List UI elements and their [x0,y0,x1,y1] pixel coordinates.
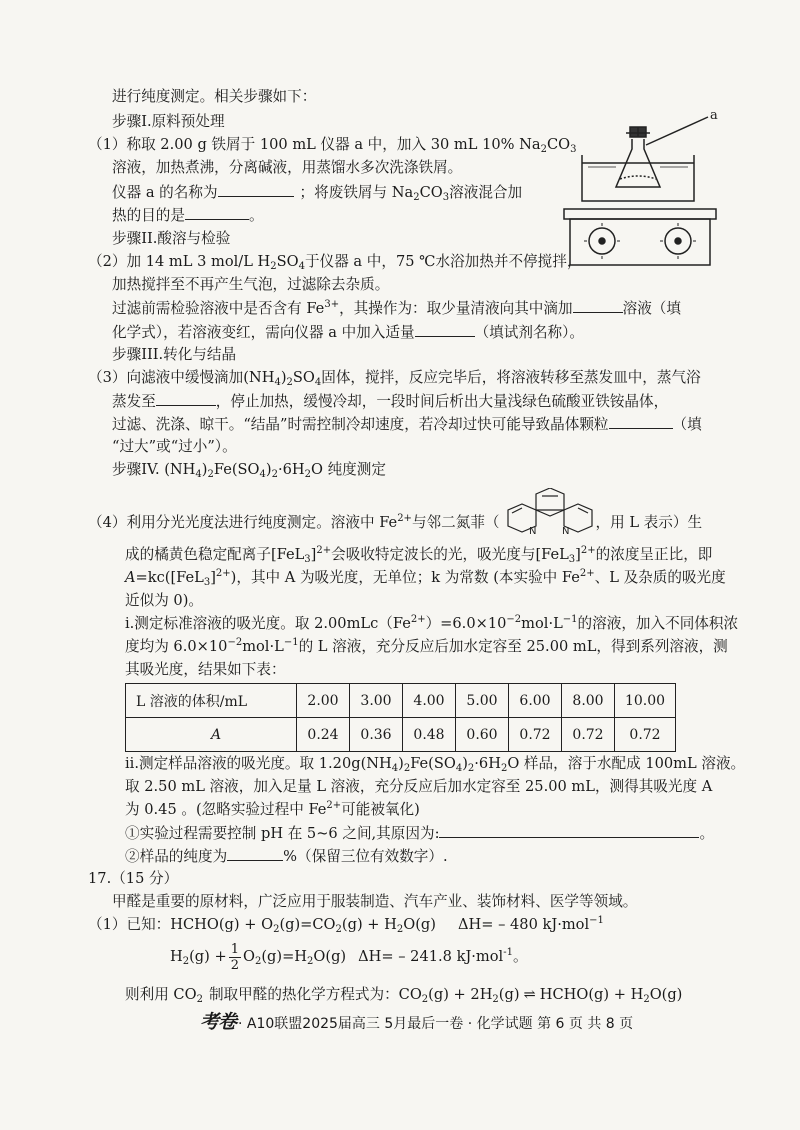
table-cell: 3.00 [350,684,403,718]
page-footer: 考卷 · A10联盟2025届高三 5月最后一卷 · 化学试题 第 6 页 共 8 页 [200,1011,634,1033]
q17-intro: 甲醛是重要的原材料，广泛应用于服装制造、汽车产业、装饰材料、医学等领域。 [112,893,638,910]
svg-text:N: N [529,526,537,537]
table-cell: 5.00 [456,684,509,718]
answer-blank-q2-name[interactable] [415,322,475,337]
q4-i-line3: 其吸光度，结果如下表： [125,661,286,678]
q4-c2: ②样品的纯度为 %（保留三位有效数字）. [125,848,448,865]
q3-line3: 过滤、洗涤、晾干。“结晶”时需控制冷却速度，若冷却过快可能导致晶体颗粒 （填 [112,416,702,433]
answer-blank-q4-ph-reason[interactable] [439,823,699,838]
q4-i-line1: i.测定标准溶液的吸光度。取 $2.00mLc(Fe^{2+})=6.0\times 10^{-2}mol\cdot L^{-1}$的溶液，加入不同体积浓 [125,614,739,632]
q17-p1-line2: $H_2(g)$ + $\frac{1}{2}$ $O_2(g)=H_2O(g)$ ΔH= – 241.8 kJ·mol$^{-1}$。 [170,941,528,973]
q4-line2: 成的橘黄色稳定配离子$[FeL_3]^{2+}$会吸收特定波长的光，吸光度与$[FeL_3]^{2+}$的浓度呈正比，即 [125,545,713,565]
q1-line1: （1）称取 2.00 g 铁屑于 100 mL 仪器 a 中，加入 30 mL 10% $Na_2CO_3$ [88,136,577,155]
equilibrium-arrow-icon: ⇌ [523,986,536,1003]
q2-line1: （2）加 14 mL 3 mol/L $H_2SO_4$于仪器 a 中，75 ℃水浴加热并不停搅拌， [88,253,582,272]
table-cell: 0.72 [509,718,562,752]
answer-blank-q1-purpose[interactable] [185,205,249,220]
q4-ii-line2: 取 2.50 mL 溶液，加入足量 L 溶液，充分反应后加水定容至 25.00 mL，测得其吸光度 A [125,778,713,795]
intro-text: 进行纯度测定。相关步骤如下： [112,88,317,105]
q1-line4: 热的目的是 。 [112,207,264,224]
q4-i-line2: 度均为 $6.0\times 10^{-2}mol\cdot L^{-1}$的 L 溶液，充分反应后加水定容至 25.00 mL，得到系列溶液，测 [125,637,728,655]
q4-ii-line3: 为 0.45 。(忽略实验过程中 $Fe^{2+}$可能被氧化) [125,800,420,818]
fraction-one-half: $\frac{1}{2}$ [230,941,239,973]
q2-line4: 化学式），若溶液变红，需向仪器 a 中加入适量 （填试剂名称）。 [112,324,585,341]
step1-title: 步骤I.原料预处理 [112,113,225,130]
q4-ii-line1: ii.测定样品溶液的吸光度。取 $1.20g(NH_4)_2Fe(SO_4)_2\cdot 6H_2O$ 样品，溶于水配成 100mL 溶液。 [125,755,746,774]
q2-line2: 加热搅拌至不再产生气泡，过滤除去杂质。 [112,276,390,293]
table-row [126,718,676,752]
water-bath-apparatus-figure [560,105,730,275]
q17-p1-line1: （1）已知：HCHO(g) + $O_2(g)=CO_2(g) + H_2O(g)$ ΔH= – 480 kJ·mol$^{-1}$ [88,915,604,935]
step3-title: 步骤III.转化与结晶 [112,346,237,363]
q17-p1-line3: 则利用 $CO_2$ 制取甲醛的热化学方程式为：$CO_2(g) + 2H_2(g)$ ⇌ HCHO(g) + $H_2O(g)$ [125,986,683,1005]
answer-blank-q1-instrument[interactable] [218,182,294,197]
table-cell: 0.60 [456,718,509,752]
table-cell: 4.00 [403,684,456,718]
absorbance-table [125,683,676,752]
answer-blank-q3-crystal[interactable] [609,414,673,429]
q2-line3: 过滤前需检验溶液中是否含有 $Fe^{3+}$，其操作为：取少量清液向其中滴加 溶液（填 [112,299,681,317]
table-header-volume: L 溶液的体积/mL [126,684,297,718]
q3-line1: （3）向滤液中缓慢滴加$(NH_4)_2SO_4$固体，搅拌，反应完毕后，将溶液转移至蒸发皿中，蒸气浴 [88,369,701,388]
table-cell: 0.72 [615,718,676,752]
q1-line2: 溶液，加热煮沸，分离碱液，用蒸馏水多次洗涤铁屑。 [112,159,463,176]
table-cell: 0.36 [350,718,403,752]
q17-heading: 17.（15 分） [88,870,179,887]
q4-line4: 近似为 0)。 [125,592,203,609]
q1-line3: 仪器 a 的名称为 ；将废铁屑与 $Na_2CO_3$溶液混合加 [112,184,523,203]
apparatus-label-a: a [710,108,718,123]
table-cell: 2.00 [297,684,350,718]
table-header-absorbance: A [126,718,297,752]
exam-logo: 考卷 [200,1011,237,1033]
q3-line2: 蒸发至 ，停止加热，缓慢冷却，一段时间后析出大量浅绿色硫酸亚铁铵晶体， [112,393,669,410]
table-cell: 0.24 [297,718,350,752]
table-cell: 0.72 [562,718,615,752]
phenanthroline-structure-figure [498,488,602,546]
table-row [126,684,676,718]
answer-blank-q4-purity[interactable] [227,846,283,861]
table-cell: 0.48 [403,718,456,752]
q3-line4: “过大”或“过小”）。 [112,438,237,455]
svg-text:N: N [562,526,570,537]
step4-title: 步骤IV. $(NH_4)_2Fe(SO_4)_2\cdot 6H_2O$ 纯度测定 [112,461,386,480]
q4-c1: ①实验过程需要控制 pH 在 5~6 之间,其原因为: 。 [125,825,715,842]
answer-blank-q3-evaporate[interactable] [156,391,216,406]
step2-title: 步骤II.酸溶与检验 [112,230,231,247]
table-cell: 6.00 [509,684,562,718]
answer-blank-q2-reagent[interactable] [573,298,623,313]
table-cell: 8.00 [562,684,615,718]
q4-line1: （4）利用分光光度法进行纯度测定。溶液中 $Fe^{2+}$与邻二氮菲（ ，用 L 表示）生 [88,513,703,531]
table-cell: 10.00 [615,684,676,718]
q4-line3: $A=kc([FeL_3]^{2+})$，其中 A 为吸光度，无单位；k 为常数 (本实验中 $Fe^{2+}$、L 及杂质的吸光度 [125,568,726,588]
